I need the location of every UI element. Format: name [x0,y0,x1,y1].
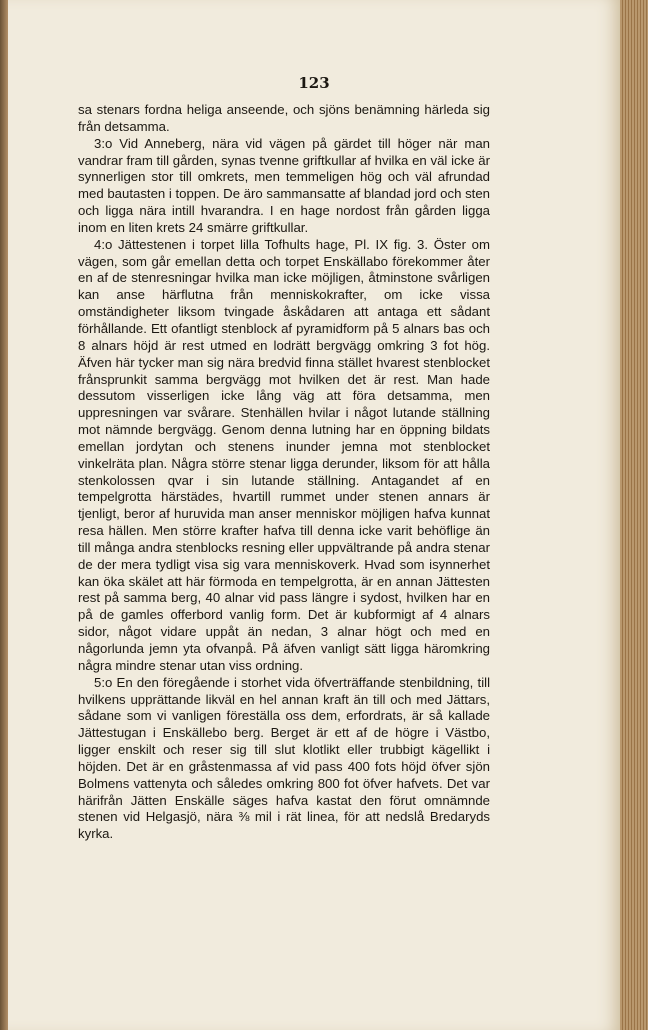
paragraph: sa stenars fordna heliga anseende, och sjöns benämning härleda sig från detsamma. [78,102,490,134]
body-text [78,102,490,843]
paragraph: 5:o En den föregående i storhet vida öfverträffande stenbildning, till hvilkens upprättande likväl en hel annan kraft än till och med Jättars, sådane som vi vanligen föreställa oss dem, erfordrats, är så kallade Jättestugan i Enskällebo berg. Berget är ett af de högre i Västbo, ligger enskilt och reser sig till slut klotlikt eller trubbigt kägellikt i höjden. Det är en gråstenmassa af vid pass 400 fots höjd öfver sjön Bolmens vattenyta och således omkring 800 fot öfver hafvets. Det var härifrån Jätten Enskälle säges hafva kastat den förut omnämnde stenen vid Helgasjö, nära ⅜ mil i rät linea, för att nedslå Bredaryds kyrka. [78,674,490,842]
book-page [8,0,620,1030]
page-stack-edge [620,0,648,1030]
page-number: 123 [298,74,330,92]
paragraph: 4:o Jättestenen i torpet lilla Tofhults hage, Pl. IX fig. 3. Öster om vägen, som går emellan detta och torpet Enskällabo förekommer åter en af de stenresningar hvilka man icke möjligen, åtminstone svårligen kan anse härflutna från menniskokrafter, om icke vissa omständigheter liksom tvingade åskådaren att antaga ett sådant förhållande. Ett ofantligt stenblock af pyramidform på 5 alnars bas och 8 alnars höjd är rest utmed en lodrätt bergvägg omkring 3 fot hög. Äfven här tycker man sig nära bredvid finna stället hvarest stenblocket frånsprunkit samma bergvägg mot hvilken det är rest. Man hade dessutom visserligen icke lång väg att föra detsamma, men uppresningen var svårare. Stenhällen hvilar i något lutande ställning mot nämnde bergvägg. Genom denna lutning har en öppning bildats emellan jordytan och stenens inunder jemna mot stenblocket vinkelräta plan. Några större stenar ligga derunder, liksom för att hålla stenkolossen qvar i sin lutande ställning. Antagandet af en tempelgrotta härstädes, hvartill rummet under stenen annars är tjenligt, beror af huruvida man anser menniskor möjligen hafva kunnat resa hällen. Men större krafter hafva till denna icke varit behöflige än till många andra stenblocks resning eller uppvältrande på andra stenar de der mera tydligt visa sig vara menniskoverk. Hvad som isynnerhet kan öka skälet att här förmoda en tempelgrotta, är en annan Jättesten rest på samma berg, 40 alnar vid pass längre i sydost, hvilken har en på de gamles offerbord vanlig form. Det är kubformigt af 4 alnars sidor, något vidare uppåt än nedan, 3 alnar högt och med en någorlunda jemn yta ofvanpå. På äfven vanligt sätt ligga häromkring några mindre stenar utan viss ordning. [78,236,490,673]
book-spine-edge [0,0,8,1030]
paragraph: 3:o Vid Anneberg, nära vid vägen på gärdet till höger när man vandrar fram till gården, synas tvenne griftkullar af hvilka en väl icke är synnerligen stor till omkrets, men temmeligen hög och väl afrundad med bautasten i toppen. De äro sammansatte af blandad jord och sten och ligga nära intill hvarandra. I en hage nordost från gården ligga inom en liten krets 24 smärre griftkullar. [78,135,490,235]
